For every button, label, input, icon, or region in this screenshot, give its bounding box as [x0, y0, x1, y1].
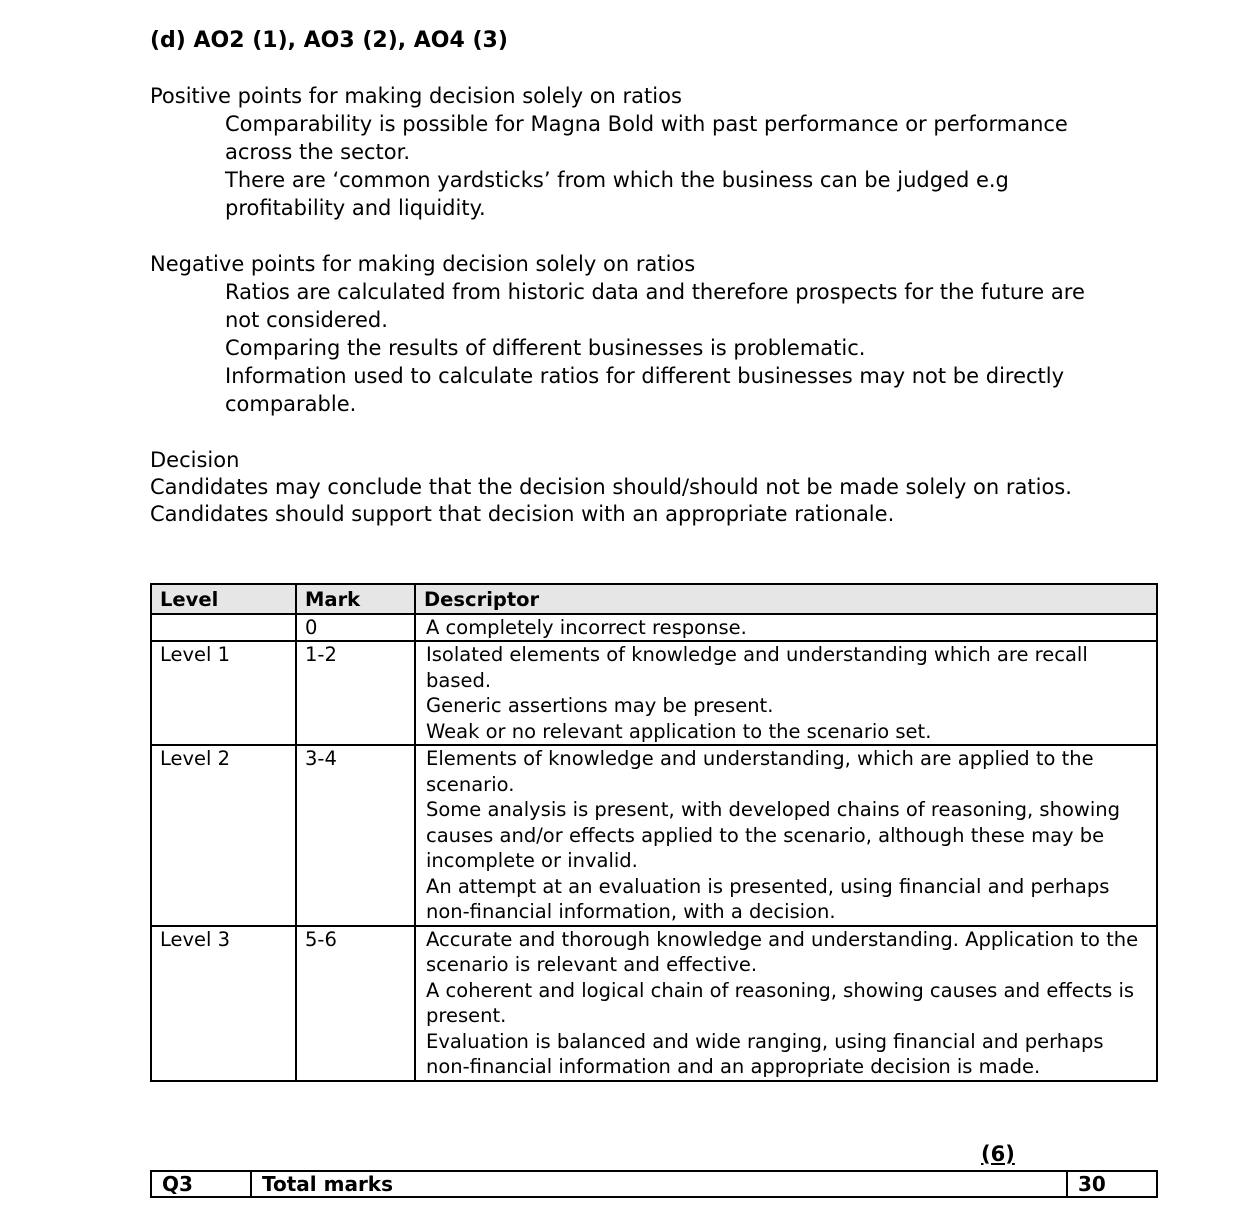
section-heading: (d) AO2 (1), AO3 (2), AO4 (3) — [150, 28, 508, 53]
descriptor-cell — [415, 745, 1157, 926]
positive-points-title: Positive points for making decision solely on ratios — [150, 84, 682, 108]
negative-points-title: Negative points for making decision solely on ratios — [150, 252, 696, 276]
negative-points-section — [150, 250, 1105, 418]
level-cell: Level 3 — [151, 926, 296, 1081]
total-marks-label: Total marks — [251, 1171, 1067, 1197]
table-header-row — [151, 584, 1157, 614]
descriptor-line: Generic assertions may be present. — [426, 694, 774, 717]
total-marks-value: 30 — [1067, 1171, 1157, 1197]
descriptor-line: Elements of knowledge and understanding, which are applied to the scenario. — [426, 747, 1094, 796]
question-number: Q3 — [151, 1171, 251, 1197]
mark-cell: 3-4 — [296, 745, 415, 926]
descriptor-cell — [415, 641, 1157, 745]
mark-cell: 0 — [296, 614, 415, 642]
positive-points-section — [150, 82, 1105, 222]
header-mark: Mark — [296, 584, 415, 614]
header-descriptor: Descriptor — [415, 584, 1157, 614]
header-level: Level — [151, 584, 296, 614]
descriptor-line: An attempt at an evaluation is presented, using financial and perhaps non-financial information, with a decision. — [426, 874, 1110, 923]
descriptor-line: Evaluation is balanced and wide ranging, using financial and perhaps non-financial information and an appropriate decision is made. — [426, 1029, 1104, 1078]
descriptor-line: Weak or no relevant application to the scenario set. — [426, 719, 932, 743]
subtotal-marks: (6) — [981, 1142, 1015, 1166]
positive-point: There are ‘common yardsticks’ from which the business can be judged e.g profitability and liquidity. — [225, 168, 1009, 220]
descriptor-line: Some analysis is present, with developed chains of reasoning, showing causes and/or effects applied to the scenario, although these may be incomplete or invalid. — [426, 798, 1120, 872]
total-table — [150, 1170, 1158, 1198]
level-cell: Level 2 — [151, 745, 296, 926]
table-row — [151, 614, 1157, 642]
descriptor-line: A coherent and logical chain of reasoning, showing causes and effects is present. — [426, 978, 1135, 1027]
table-row — [151, 745, 1157, 926]
descriptor-line: Isolated elements of knowledge and understanding which are recall based. — [426, 643, 1088, 692]
positive-point: Comparability is possible for Magna Bold with past performance or performance across the sector. — [225, 112, 1068, 164]
level-cell — [151, 614, 296, 642]
levels-table — [150, 583, 1158, 1082]
negative-point: Ratios are calculated from historic data and therefore prospects for the future are not considered. — [225, 280, 1085, 332]
decision-body: Candidates may conclude that the decision should/should not be made solely on ratios. Candidates should support that decision with an appropriate rationale. — [150, 475, 1072, 526]
mark-cell: 5-6 — [296, 926, 415, 1081]
decision-title: Decision — [150, 448, 240, 472]
mark-cell: 1-2 — [296, 641, 415, 745]
descriptor-line: Accurate and thorough knowledge and understanding. Application to the scenario is relevant and effective. — [426, 927, 1139, 976]
descriptor-cell — [415, 926, 1157, 1081]
negative-point: Comparing the results of different businesses is problematic. — [225, 336, 866, 360]
decision-section — [150, 446, 1110, 528]
descriptor-cell — [415, 614, 1157, 642]
descriptor-line: A completely incorrect response. — [426, 615, 747, 639]
table-row — [151, 641, 1157, 745]
negative-point: Information used to calculate ratios for different businesses may not be directly comparable. — [225, 364, 1065, 416]
total-row — [151, 1171, 1157, 1197]
table-row — [151, 926, 1157, 1081]
level-cell: Level 1 — [151, 641, 296, 745]
